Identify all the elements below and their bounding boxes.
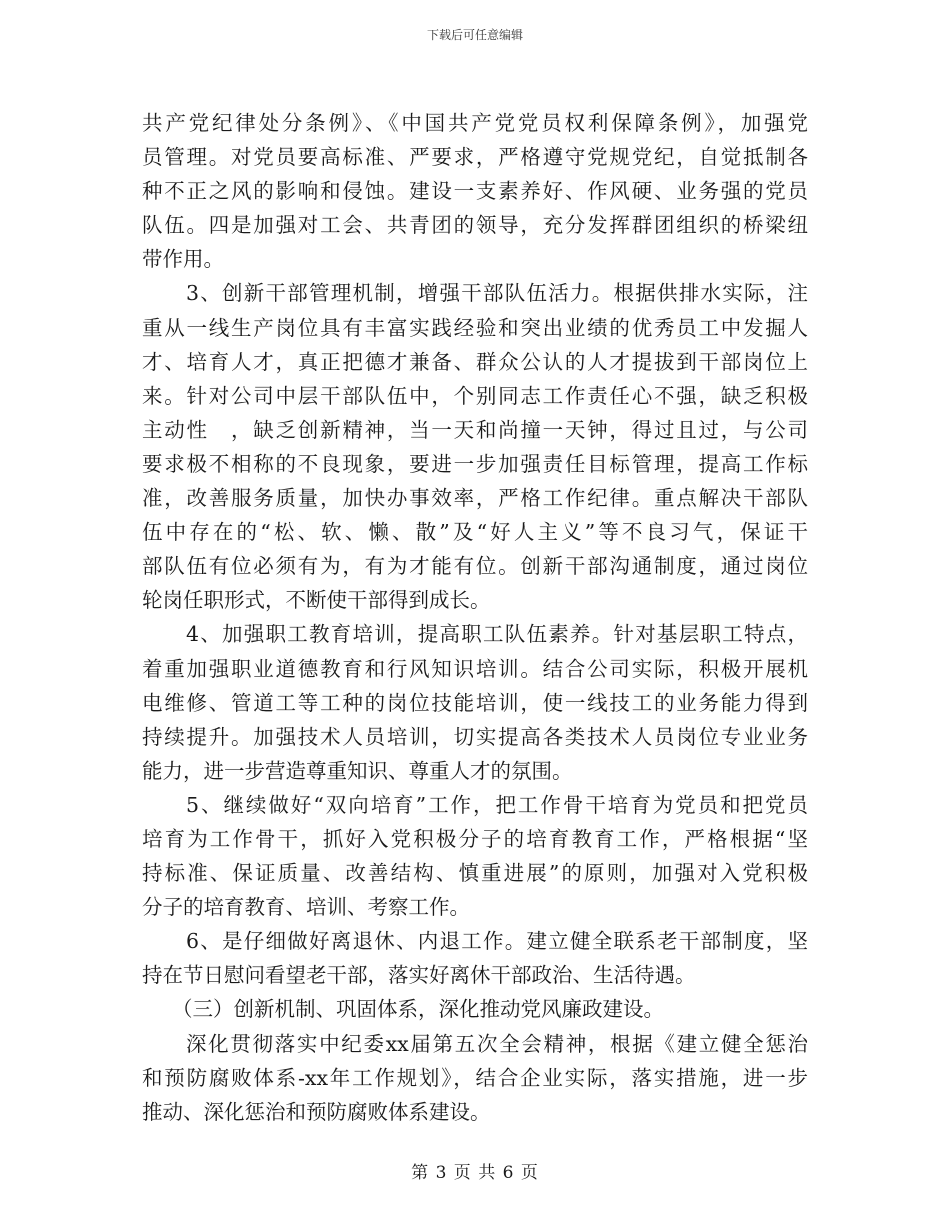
text-line: 持在节日慰问看望老干部，落实好离休干部政治、生活待遇。 — [142, 963, 696, 988]
text-line: 推动、深化惩治和预防腐败体系建设。 — [142, 1099, 491, 1124]
text-line: 队伍。四是加强对工会、共青团的领导，充分发挥群团组织的桥梁纽 — [142, 213, 808, 238]
text-line: 持续提升。加强技术人员培训，切实提高各类技术人员岗位专业业务 — [142, 724, 808, 749]
text-line: 来。针对公司中层干部队伍中，个别同志工作责任心不强，缺乏积极 — [142, 383, 808, 408]
text-line: 种不正之风的影响和侵蚀。建设一支素养好、作风硬、业务强的党员 — [142, 179, 808, 204]
text-line: 能力，进一步营造尊重知识、尊重人才的氛围。 — [142, 758, 573, 783]
text-line: 准，改善服务质量，加快办事效率，严格工作纪律。重点解决干部队 — [142, 486, 808, 511]
text-line: 持标准、保证质量、改善结构、慎重进展”的原则，加强对入党积极 — [142, 861, 808, 886]
text-line: 4、加强职工教育培训，提高职工队伍素养。针对基层职工特点， — [186, 622, 808, 647]
text-line: 才、培育人才，真正把德才兼备、群众公认的人才提拔到干部岗位上 — [142, 349, 808, 374]
text-line: 部队伍有位必须有为，有为才能有位。创新干部沟通制度，通过岗位 — [142, 554, 808, 579]
body-text — [142, 106, 808, 1129]
page-number: 第 3 页 共 6 页 — [411, 1163, 539, 1183]
text-line: 培育为工作骨干，抓好入党积极分子的培育教育工作，严格根据“坚 — [142, 826, 808, 851]
text-line: 重从一线生产岗位具有丰富实践经验和突出业绩的优秀员工中发掘人 — [142, 315, 808, 340]
text-line: 伍中存在的“松、软、懒、散”及“好人主义”等不良习气，保证干 — [142, 520, 808, 545]
text-line: 主动性 ，缺乏创新精神，当一天和尚撞一天钟，得过且过，与公司 — [142, 417, 808, 442]
text-line: 6、是仔细做好离退休、内退工作。建立健全联系老干部制度，坚 — [186, 929, 808, 954]
text-line: 要求极不相称的不良现象，要进一步加强责任目标管理，提高工作标 — [142, 451, 808, 476]
text-line: 3、创新干部管理机制，增强干部队伍活力。根据供排水实际，注 — [186, 281, 808, 306]
text-line: 分子的培育教育、培训、考察工作。 — [142, 895, 470, 920]
text-line: 着重加强职业道德教育和行风知识培训。结合公司实际，积极开展机 — [142, 656, 808, 681]
text-line: 深化贯彻落实中纪委xx届第五次全会精神，根据《建立健全惩治 — [186, 1031, 808, 1056]
text-line: 带作用。 — [142, 247, 224, 272]
text-line: 轮岗任职形式，不断使干部得到成长。 — [142, 588, 491, 613]
text-line: 和预防腐败体系-xx年工作规划》，结合企业实际，落实措施，进一步 — [142, 1065, 808, 1090]
text-line: 电维修、管道工等工种的岗位技能培训，使一线技工的业务能力得到 — [142, 690, 808, 715]
text-line: 共产党纪律处分条例》、《中国共产党党员权利保障条例》，加强党 — [142, 111, 808, 135]
text-line: 员管理。对党员要高标准、严要求，严格遵守党规党纪，自觉抵制各 — [142, 145, 808, 170]
section-heading: （三）创新机制、巩固体系，深化推动党风廉政建设。 — [172, 997, 664, 1022]
header-note: 下载后可任意编辑 — [426, 28, 523, 42]
text-line: 5、继续做好“双向培育”工作，把工作骨干培育为党员和把党员 — [186, 792, 808, 817]
